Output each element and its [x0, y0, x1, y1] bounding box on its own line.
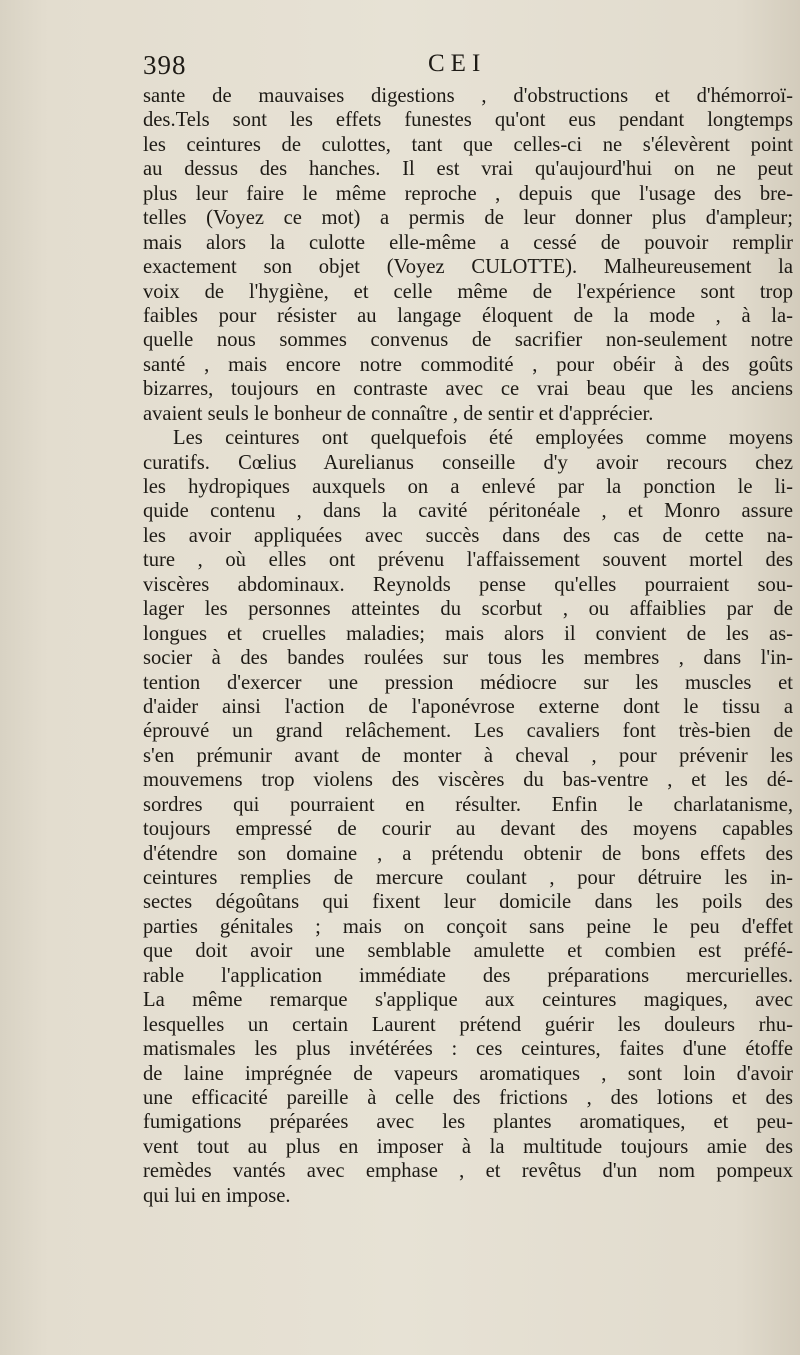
text-line: tention d'exercer une pression médiocre sur les muscles et — [143, 671, 793, 694]
text-line: santé , mais encore notre commodité , pour obéir à des goûts — [143, 353, 793, 376]
text-line: matismales les plus invétérées : ces ceintures, faites d'une étoffe — [143, 1038, 793, 1061]
text-line: longues et cruelles maladies; mais alors il convient de les as- — [143, 622, 793, 645]
text-line: Les ceintures ont quelquefois été employées comme moyens — [173, 427, 793, 450]
text-line: voix de l'hygiène, et celle même de l'expérience sont trop — [143, 280, 793, 303]
text-line: ture , où elles ont prévenu l'affaissement souvent mortel des — [143, 549, 793, 572]
text-line: au dessus des hanches. Il est vrai qu'aujourd'hui on ne peut — [143, 158, 793, 181]
bleed-through-shadow — [420, 1215, 780, 1245]
body-text — [143, 84, 793, 1208]
text-line: s'en prémunir avant de monter à cheval , pour prévenir les — [143, 744, 793, 767]
text-line: les hydropiques auxquels on a enlevé par la ponction le li- — [143, 476, 793, 498]
text-line: que doit avoir une semblable amulette et combien est préfé- — [143, 940, 793, 963]
text-line: toujours empressé de courir au devant des moyens capables — [143, 818, 793, 841]
text-line: viscères abdominaux. Reynolds pense qu'elles pourraient sou- — [143, 573, 793, 596]
text-line: socier à des bandes roulées sur tous les membres , dans l'in- — [143, 647, 793, 670]
text-line: les avoir appliquées avec succès dans des cas de cette na- — [143, 524, 793, 547]
text-line: lesquelles un certain Laurent prétend guérir les douleurs rhu- — [143, 1013, 793, 1036]
text-line: de laine imprégnée de vapeurs aromatiques , sont loin d'avoir — [143, 1062, 793, 1085]
text-line: exactement son objet (Voyez CULOTTE). Malheureusement la — [143, 256, 793, 279]
text-line: plus leur faire le même reproche , depuis que l'usage des bre- — [143, 182, 793, 205]
text-line: les ceintures de culottes, tant que celles-ci ne s'élevèrent point — [143, 133, 793, 156]
text-line: parties génitales ; mais on conçoit sans peine le peu d'effet — [143, 915, 793, 938]
text-line: des.Tels sont les effets funestes qu'ont eus pendant longtemps — [143, 109, 793, 132]
text-line: bizarres, toujours en contraste avec ce vrai beau que les anciens — [143, 378, 793, 401]
text-line: sordres qui pourraient en résulter. Enfin le charlatanisme, — [143, 793, 793, 816]
text-line: sante de mauvaises digestions , d'obstructions et d'hémorroï- — [143, 85, 793, 107]
page-number: 398 — [143, 50, 187, 80]
text-line: quide contenu , dans la cavité péritonéale , et Monro assure — [143, 500, 793, 523]
text-line: La même remarque s'applique aux ceintures magiques, avec — [143, 989, 793, 1012]
text-line: telles (Voyez ce mot) a permis de leur donner plus d'ampleur; — [143, 207, 793, 230]
text-line: sectes dégoûtans qui fixent leur domicile dans les poils des — [143, 891, 793, 914]
text-line: une efficacité pareille à celle des frictions , des lotions et des — [143, 1086, 793, 1109]
text-line: curatifs. Cœlius Aurelianus conseille d'y avoir recours chez — [143, 451, 793, 474]
text-line: qui lui en impose. — [143, 1184, 291, 1207]
text-line: ceintures remplies de mercure coulant , pour détruire les in- — [143, 867, 793, 889]
text-line: quelle nous sommes convenus de sacrifier non-seulement notre — [143, 329, 793, 352]
text-line: fumigations préparées avec les plantes aromatiques, et peu- — [143, 1111, 793, 1134]
text-line: avaient seuls le bonheur de connaître , de sentir et d'apprécier. — [143, 402, 654, 425]
text-line: mais alors la culotte elle-même a cessé de pouvoir remplir — [143, 231, 793, 254]
text-line: lager les personnes atteintes du scorbut , ou affaiblies par de — [143, 598, 793, 621]
running-head: CEI — [428, 50, 487, 77]
text-line: d'aider ainsi l'action de l'aponévrose externe dont le tissu a — [143, 695, 793, 718]
text-line: d'étendre son domaine , a prétendu obtenir de bons effets des — [143, 842, 793, 865]
text-line: rable l'application immédiate des préparations mercurielles. — [143, 964, 793, 987]
text-line: éprouvé un grand relâchement. Les cavaliers font très-bien de — [143, 720, 793, 743]
text-line: remèdes vantés avec emphase , et revêtus d'un nom pompeux — [143, 1160, 793, 1183]
text-line: vent tout au plus en imposer à la multitude toujours amie des — [143, 1135, 793, 1158]
page-header — [143, 50, 793, 84]
text-line: faibles pour résister au langage éloquent de la mode , à la- — [143, 304, 793, 327]
text-line: mouvemens trop violens des viscères du bas-ventre , et les dé- — [143, 769, 793, 792]
